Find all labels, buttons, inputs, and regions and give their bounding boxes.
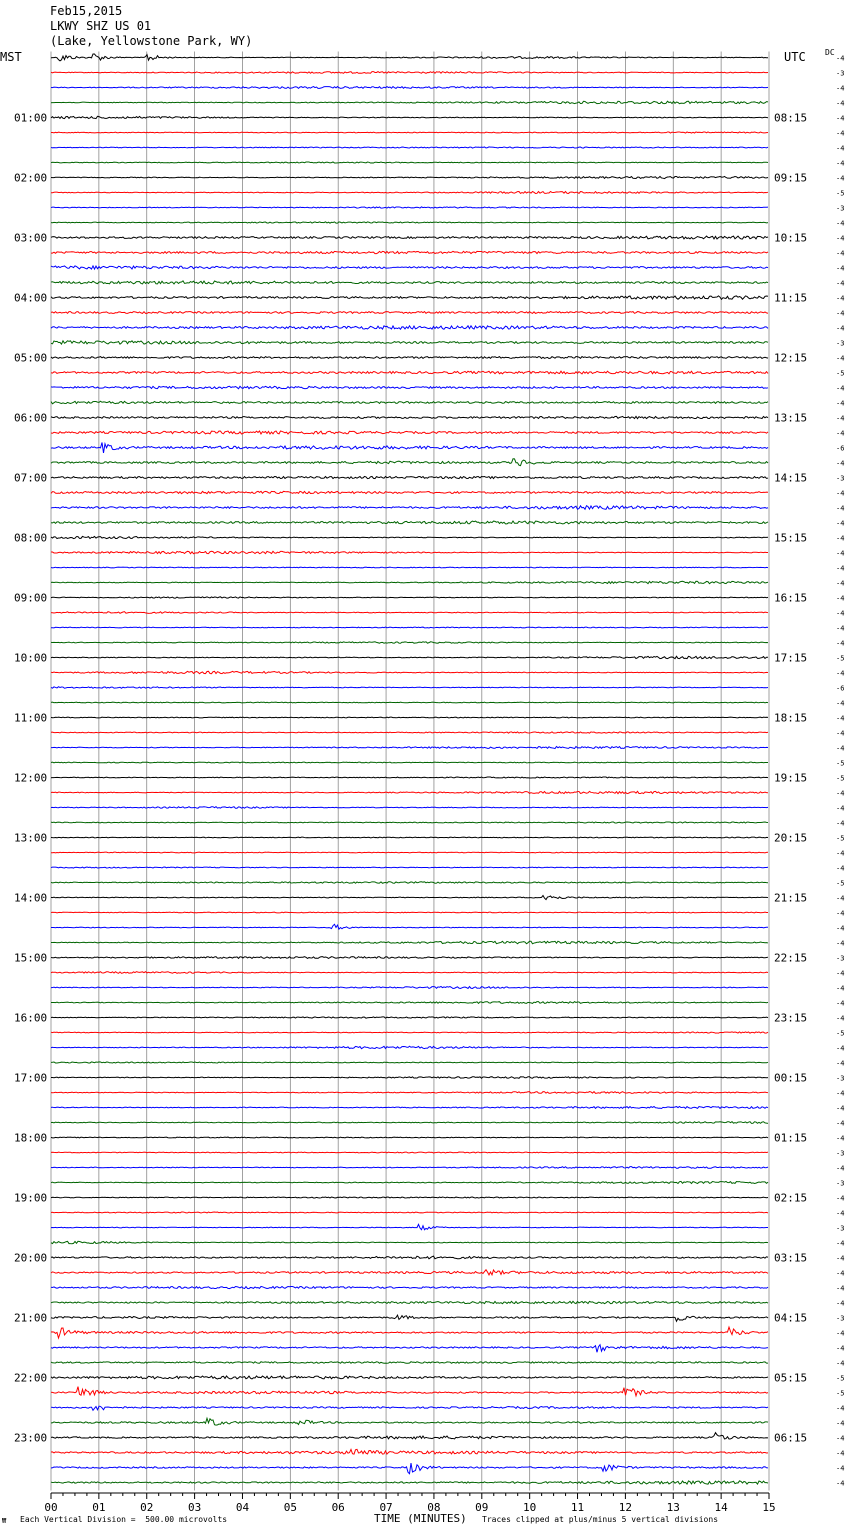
seismic-trace [51, 671, 768, 673]
hour-label-left: 14:00 [14, 891, 48, 905]
dc-offset-label: -4 [836, 279, 845, 288]
dc-offset-label: -4 [836, 609, 845, 618]
seismic-trace [51, 132, 768, 133]
x-tick-label: 06 [331, 1501, 345, 1514]
dc-offset-label: -3 [836, 204, 845, 213]
dc-offset-label: -4 [836, 894, 845, 903]
dc-offset-label: -4 [836, 714, 845, 723]
dc-offset-label: -4 [836, 534, 845, 543]
seismic-trace [51, 72, 768, 74]
dc-offset-label: -6 [836, 444, 845, 453]
dc-offset-label: -4 [836, 414, 845, 423]
seismic-trace [51, 627, 768, 628]
hour-label-right: 19:15 [774, 771, 808, 785]
dc-offset-label: -4 [836, 1419, 845, 1428]
dc-offset-label: -4 [836, 219, 845, 228]
dc-offset-label: -4 [836, 594, 845, 603]
hour-label-left: 07:00 [14, 471, 48, 485]
seismic-trace [51, 1327, 768, 1338]
dc-offset-label: -4 [836, 249, 845, 258]
dc-offset-label: -4 [836, 129, 845, 138]
seismic-trace [51, 1017, 768, 1018]
x-tick-label: 04 [235, 1501, 250, 1514]
seismic-trace [51, 1106, 768, 1108]
seismic-trace [51, 266, 768, 269]
dc-offset-label: -4 [836, 1209, 845, 1218]
seismic-trace [51, 386, 768, 388]
seismic-trace [51, 567, 768, 568]
dc-offset-label: -4 [836, 744, 845, 753]
dc-offset-label: -4 [836, 789, 845, 798]
hour-label-right: 06:15 [774, 1431, 808, 1445]
dc-offset-label: -6 [836, 684, 845, 693]
hour-label-left: 21:00 [14, 1311, 48, 1325]
hour-label-right: 14:15 [774, 471, 808, 485]
dc-offset-label: -5 [836, 774, 845, 783]
seismic-trace [51, 656, 768, 658]
dc-offset-label: -3 [836, 69, 845, 78]
dc-offset-label: -4 [836, 1014, 845, 1023]
hour-label-right: 00:15 [774, 1071, 808, 1085]
x-axis-title: TIME (MINUTES) [374, 1512, 467, 1525]
dc-offset-label: -4 [836, 564, 845, 573]
x-tick-label: 09 [475, 1501, 489, 1514]
seismic-trace [51, 777, 768, 778]
dc-offset-label: -3 [836, 1074, 845, 1083]
seismic-trace [51, 1270, 768, 1275]
footer-mark: ₩ [2, 1517, 7, 1525]
x-tick-label: 10 [523, 1501, 537, 1514]
dc-offset-label: -5 [836, 189, 845, 198]
seismic-trace [51, 896, 768, 900]
dc-offset-label: -4 [836, 1284, 845, 1293]
seismic-trace [51, 416, 768, 418]
seismic-trace [51, 732, 768, 733]
seismic-trace [51, 581, 768, 583]
dc-offset-label: -4 [836, 819, 845, 828]
seismic-trace [51, 1345, 768, 1352]
dc-offset-label: -4 [836, 144, 845, 153]
dc-offset-label: -4 [836, 1044, 845, 1053]
seismic-trace [51, 1256, 768, 1259]
hour-label-right: 09:15 [774, 171, 808, 185]
dc-offset-label: -3 [836, 1224, 845, 1233]
seismic-trace [51, 1449, 768, 1454]
seismic-trace [51, 116, 768, 118]
dc-offset-label: -4 [836, 1089, 845, 1098]
hour-label-right: 22:15 [774, 951, 808, 965]
dc-offset-label: -4 [836, 909, 845, 918]
dc-offset-label: -4 [836, 1404, 845, 1413]
dc-offset-label: -4 [836, 1344, 845, 1353]
seismic-trace [51, 147, 768, 148]
seismic-trace [51, 1197, 768, 1198]
seismic-trace [51, 837, 768, 838]
seismic-trace [51, 702, 768, 703]
hour-label-left: 15:00 [14, 951, 48, 965]
hour-label-right: 16:15 [774, 591, 808, 605]
hour-label-right: 17:15 [774, 651, 808, 665]
dc-offset-label: -4 [836, 1464, 845, 1473]
x-tick-label: 11 [570, 1501, 585, 1514]
left-timezone-label: MST [0, 50, 22, 64]
hour-label-right: 21:15 [774, 891, 808, 905]
seismic-trace [51, 162, 768, 163]
dc-offset-label: -3 [836, 474, 845, 483]
seismic-trace [51, 912, 768, 913]
dc-offset-label: -4 [836, 1479, 845, 1488]
dc-offset-label: -4 [836, 54, 845, 63]
seismic-trace [51, 459, 768, 466]
hour-label-right: 23:15 [774, 1011, 808, 1025]
dc-offset-label: -4 [836, 324, 845, 333]
seismic-trace [51, 1152, 768, 1153]
dc-offset-label: -5 [836, 1389, 845, 1398]
hour-label-left: 18:00 [14, 1131, 48, 1145]
x-tick-label: 13 [666, 1501, 680, 1514]
dc-offset-label: -4 [836, 429, 845, 438]
hour-label-left: 03:00 [14, 231, 48, 245]
footer-scale-note: Each Vertical Division = 500.00 microvolts [20, 1515, 228, 1524]
seismic-trace [51, 312, 768, 314]
dc-offset-label: -4 [836, 729, 845, 738]
seismic-trace [51, 1077, 768, 1079]
seismic-trace [51, 1181, 768, 1183]
seismic-trace [51, 296, 768, 299]
hour-label-left: 08:00 [14, 531, 48, 545]
seismic-trace [51, 1286, 768, 1288]
hour-label-left: 23:00 [14, 1431, 48, 1445]
hour-label-left: 17:00 [14, 1071, 48, 1085]
dc-offset-label: -4 [836, 264, 845, 273]
seismic-trace [51, 1406, 768, 1410]
x-tick-label: 15 [762, 1501, 776, 1514]
seismic-trace [51, 222, 768, 223]
seismic-trace [51, 491, 768, 493]
seismic-trace [51, 1433, 768, 1439]
dc-offset-label: -4 [836, 84, 845, 93]
hour-label-left: 02:00 [14, 171, 48, 185]
x-tick-label: 01 [92, 1501, 106, 1514]
seismic-trace [51, 1362, 768, 1364]
seismic-trace [51, 867, 768, 868]
dc-offset-label: -4 [836, 579, 845, 588]
seismic-trace [51, 1387, 768, 1396]
dc-offset-label: -4 [836, 939, 845, 948]
dc-offset-label: -4 [836, 924, 845, 933]
seismic-trace [51, 1463, 768, 1474]
seismic-trace [51, 442, 768, 452]
seismic-trace [51, 1092, 768, 1094]
x-tick-label: 05 [283, 1501, 297, 1514]
hour-label-left: 05:00 [14, 351, 48, 365]
seismic-trace [51, 536, 768, 538]
seismic-trace [51, 476, 768, 478]
seismic-trace [51, 54, 768, 61]
seismic-trace [51, 1137, 768, 1138]
hour-label-right: 12:15 [774, 351, 808, 365]
dc-offset-label: -4 [836, 174, 845, 183]
seismic-trace [51, 251, 768, 253]
seismic-trace [51, 176, 768, 178]
dc-offset-label: -4 [836, 1194, 845, 1203]
seismic-trace [51, 1062, 768, 1063]
dc-offset-label: -5 [836, 1029, 845, 1038]
dc-offset-label: -4 [836, 864, 845, 873]
seismic-trace [51, 822, 768, 823]
dc-offset-label: -4 [836, 489, 845, 498]
dc-offset-label: -5 [836, 1374, 845, 1383]
seismic-trace [51, 192, 768, 194]
seismic-trace [51, 746, 768, 748]
hour-label-left: 01:00 [14, 111, 48, 125]
seismic-trace [51, 101, 768, 104]
seismic-trace [51, 207, 768, 208]
seismic-trace [51, 807, 768, 809]
seismic-trace [51, 1376, 768, 1379]
seismic-trace [51, 1301, 768, 1303]
dc-offset-label: -4 [836, 1329, 845, 1338]
dc-offset-label: -4 [836, 1254, 845, 1263]
seismic-trace [51, 1122, 768, 1124]
dc-offset-label: -4 [836, 354, 845, 363]
x-tick-label: 08 [427, 1501, 441, 1514]
seismic-trace [51, 521, 768, 524]
dc-offset-label: -4 [836, 1434, 845, 1443]
x-tick-label: 12 [618, 1501, 633, 1514]
dc-offset-label: -4 [836, 1119, 845, 1128]
dc-offset-label: -4 [836, 849, 845, 858]
dc-offset-label: -4 [836, 624, 845, 633]
seismic-trace [51, 986, 768, 988]
dc-offset-label: -4 [836, 309, 845, 318]
dc-offset-label: -5 [836, 654, 845, 663]
dc-offset-label: -4 [836, 459, 845, 468]
seismic-trace [51, 687, 768, 689]
seismic-trace [51, 431, 768, 434]
hour-label-left: 20:00 [14, 1251, 48, 1265]
seismic-trace [51, 1167, 768, 1169]
dc-offset-label: -4 [836, 699, 845, 708]
seismic-trace [51, 882, 768, 884]
dc-offset-label: -4 [836, 384, 845, 393]
dc-offset-label: -4 [836, 294, 845, 303]
dc-offset-label: -4 [836, 1134, 845, 1143]
header-date: Feb15,2015 [50, 4, 123, 18]
dc-offset-label: -5 [836, 879, 845, 888]
dc-offset-label: -4 [836, 669, 845, 678]
seismic-trace [51, 1418, 768, 1425]
dc-offset-label: -3 [836, 1314, 845, 1323]
seismic-trace [51, 87, 768, 89]
seismic-trace [51, 791, 768, 793]
seismic-trace [51, 762, 768, 763]
seismic-trace [51, 852, 768, 853]
seismic-trace [51, 642, 768, 643]
seismic-trace [51, 612, 768, 614]
seismic-trace [51, 957, 768, 959]
hour-label-right: 02:15 [774, 1191, 808, 1205]
x-tick-label: 02 [140, 1501, 154, 1514]
x-tick-label: 14 [714, 1501, 728, 1514]
dc-offset-label: -4 [836, 159, 845, 168]
seismic-trace [51, 401, 768, 404]
x-tick-label: 00 [44, 1501, 58, 1514]
seismic-trace [51, 236, 768, 239]
hour-label-right: 03:15 [774, 1251, 808, 1265]
x-tick-label: 07 [379, 1501, 393, 1514]
dc-offset-label: -4 [836, 1059, 845, 1068]
trace-group [51, 54, 768, 1484]
seismic-trace [51, 326, 768, 329]
seismic-trace [51, 597, 768, 598]
seismic-trace [51, 341, 768, 344]
hour-label-right: 10:15 [774, 231, 808, 245]
x-axis [44, 1493, 775, 1514]
hour-label-right: 20:15 [774, 831, 808, 845]
right-timezone-label: UTC [784, 50, 806, 64]
dc-offset-label: -5 [836, 759, 845, 768]
hour-label-right: 18:15 [774, 711, 808, 725]
seismic-trace [51, 551, 768, 553]
dc-offset-label: -4 [836, 1104, 845, 1113]
dc-offset-label: -4 [836, 399, 845, 408]
hour-label-left: 19:00 [14, 1191, 48, 1205]
seismic-trace [51, 1046, 768, 1048]
x-tick-label: 03 [187, 1501, 202, 1514]
seismic-trace [51, 1224, 768, 1229]
dc-offset-label: -4 [836, 504, 845, 513]
hour-label-left: 04:00 [14, 291, 48, 305]
dc-offset-label: -4 [836, 1239, 845, 1248]
dc-offset-label: -3 [836, 954, 845, 963]
seismic-trace [51, 371, 768, 374]
dc-label: DC [825, 48, 835, 57]
seismic-trace [51, 1032, 768, 1033]
header-station: LKWY SHZ US 01 [50, 19, 152, 33]
hour-label-right: 01:15 [774, 1131, 808, 1145]
dc-offset-label: -4 [836, 639, 845, 648]
dc-offset-label: -4 [836, 234, 845, 243]
seismic-trace [51, 281, 768, 284]
dc-offset-label: -4 [836, 549, 845, 558]
seismic-trace [51, 972, 768, 974]
dc-offset-label: -4 [836, 1299, 845, 1308]
hour-label-left: 13:00 [14, 831, 48, 845]
dc-offset-label: -4 [836, 999, 845, 1008]
seismic-trace [51, 924, 768, 929]
seismic-trace [51, 1315, 768, 1321]
dc-offset-label: -3 [836, 339, 845, 348]
dc-offset-label: -4 [836, 1449, 845, 1458]
dc-offset-label: -5 [836, 369, 845, 378]
seismic-trace [51, 717, 768, 718]
dc-offset-label: -4 [836, 1359, 845, 1368]
hour-label-left: 09:00 [14, 591, 48, 605]
seismic-trace [51, 1481, 768, 1484]
dc-offset-label: -4 [836, 519, 845, 528]
hour-label-left: 22:00 [14, 1371, 48, 1385]
hour-label-right: 15:15 [774, 531, 808, 545]
dc-offset-label: -4 [836, 1164, 845, 1173]
seismic-trace [51, 1002, 768, 1004]
hour-label-left: 10:00 [14, 651, 48, 665]
hour-label-right: 05:15 [774, 1371, 808, 1385]
hour-label-left: 12:00 [14, 771, 48, 785]
seismic-trace [51, 356, 768, 358]
header-location: (Lake, Yellowstone Park, WY) [50, 34, 253, 48]
dc-offset-label: -4 [836, 1269, 845, 1278]
dc-offset-label: -4 [836, 984, 845, 993]
hour-label-left: 06:00 [14, 411, 48, 425]
hour-label-right: 11:15 [774, 291, 808, 305]
dc-offset-label: -4 [836, 969, 845, 978]
hour-label-left: 16:00 [14, 1011, 48, 1025]
seismic-trace [51, 506, 768, 510]
dc-offset-label: -4 [836, 114, 845, 123]
dc-offset-label: -5 [836, 834, 845, 843]
dc-offset-label: -4 [836, 804, 845, 813]
dc-offset-label: -4 [836, 99, 845, 108]
hour-label-right: 13:15 [774, 411, 808, 425]
hour-label-left: 11:00 [14, 711, 48, 725]
seismic-trace [51, 1241, 768, 1243]
seismic-trace [51, 1212, 768, 1213]
dc-offset-label: -3 [836, 1149, 845, 1158]
hour-label-right: 08:15 [774, 111, 808, 125]
dc-offset-label: -3 [836, 1179, 845, 1188]
footer-clip-note: Traces clipped at plus/minus 5 vertical divisions [482, 1515, 719, 1524]
seismic-trace [51, 941, 768, 944]
hour-label-right: 04:15 [774, 1311, 808, 1325]
